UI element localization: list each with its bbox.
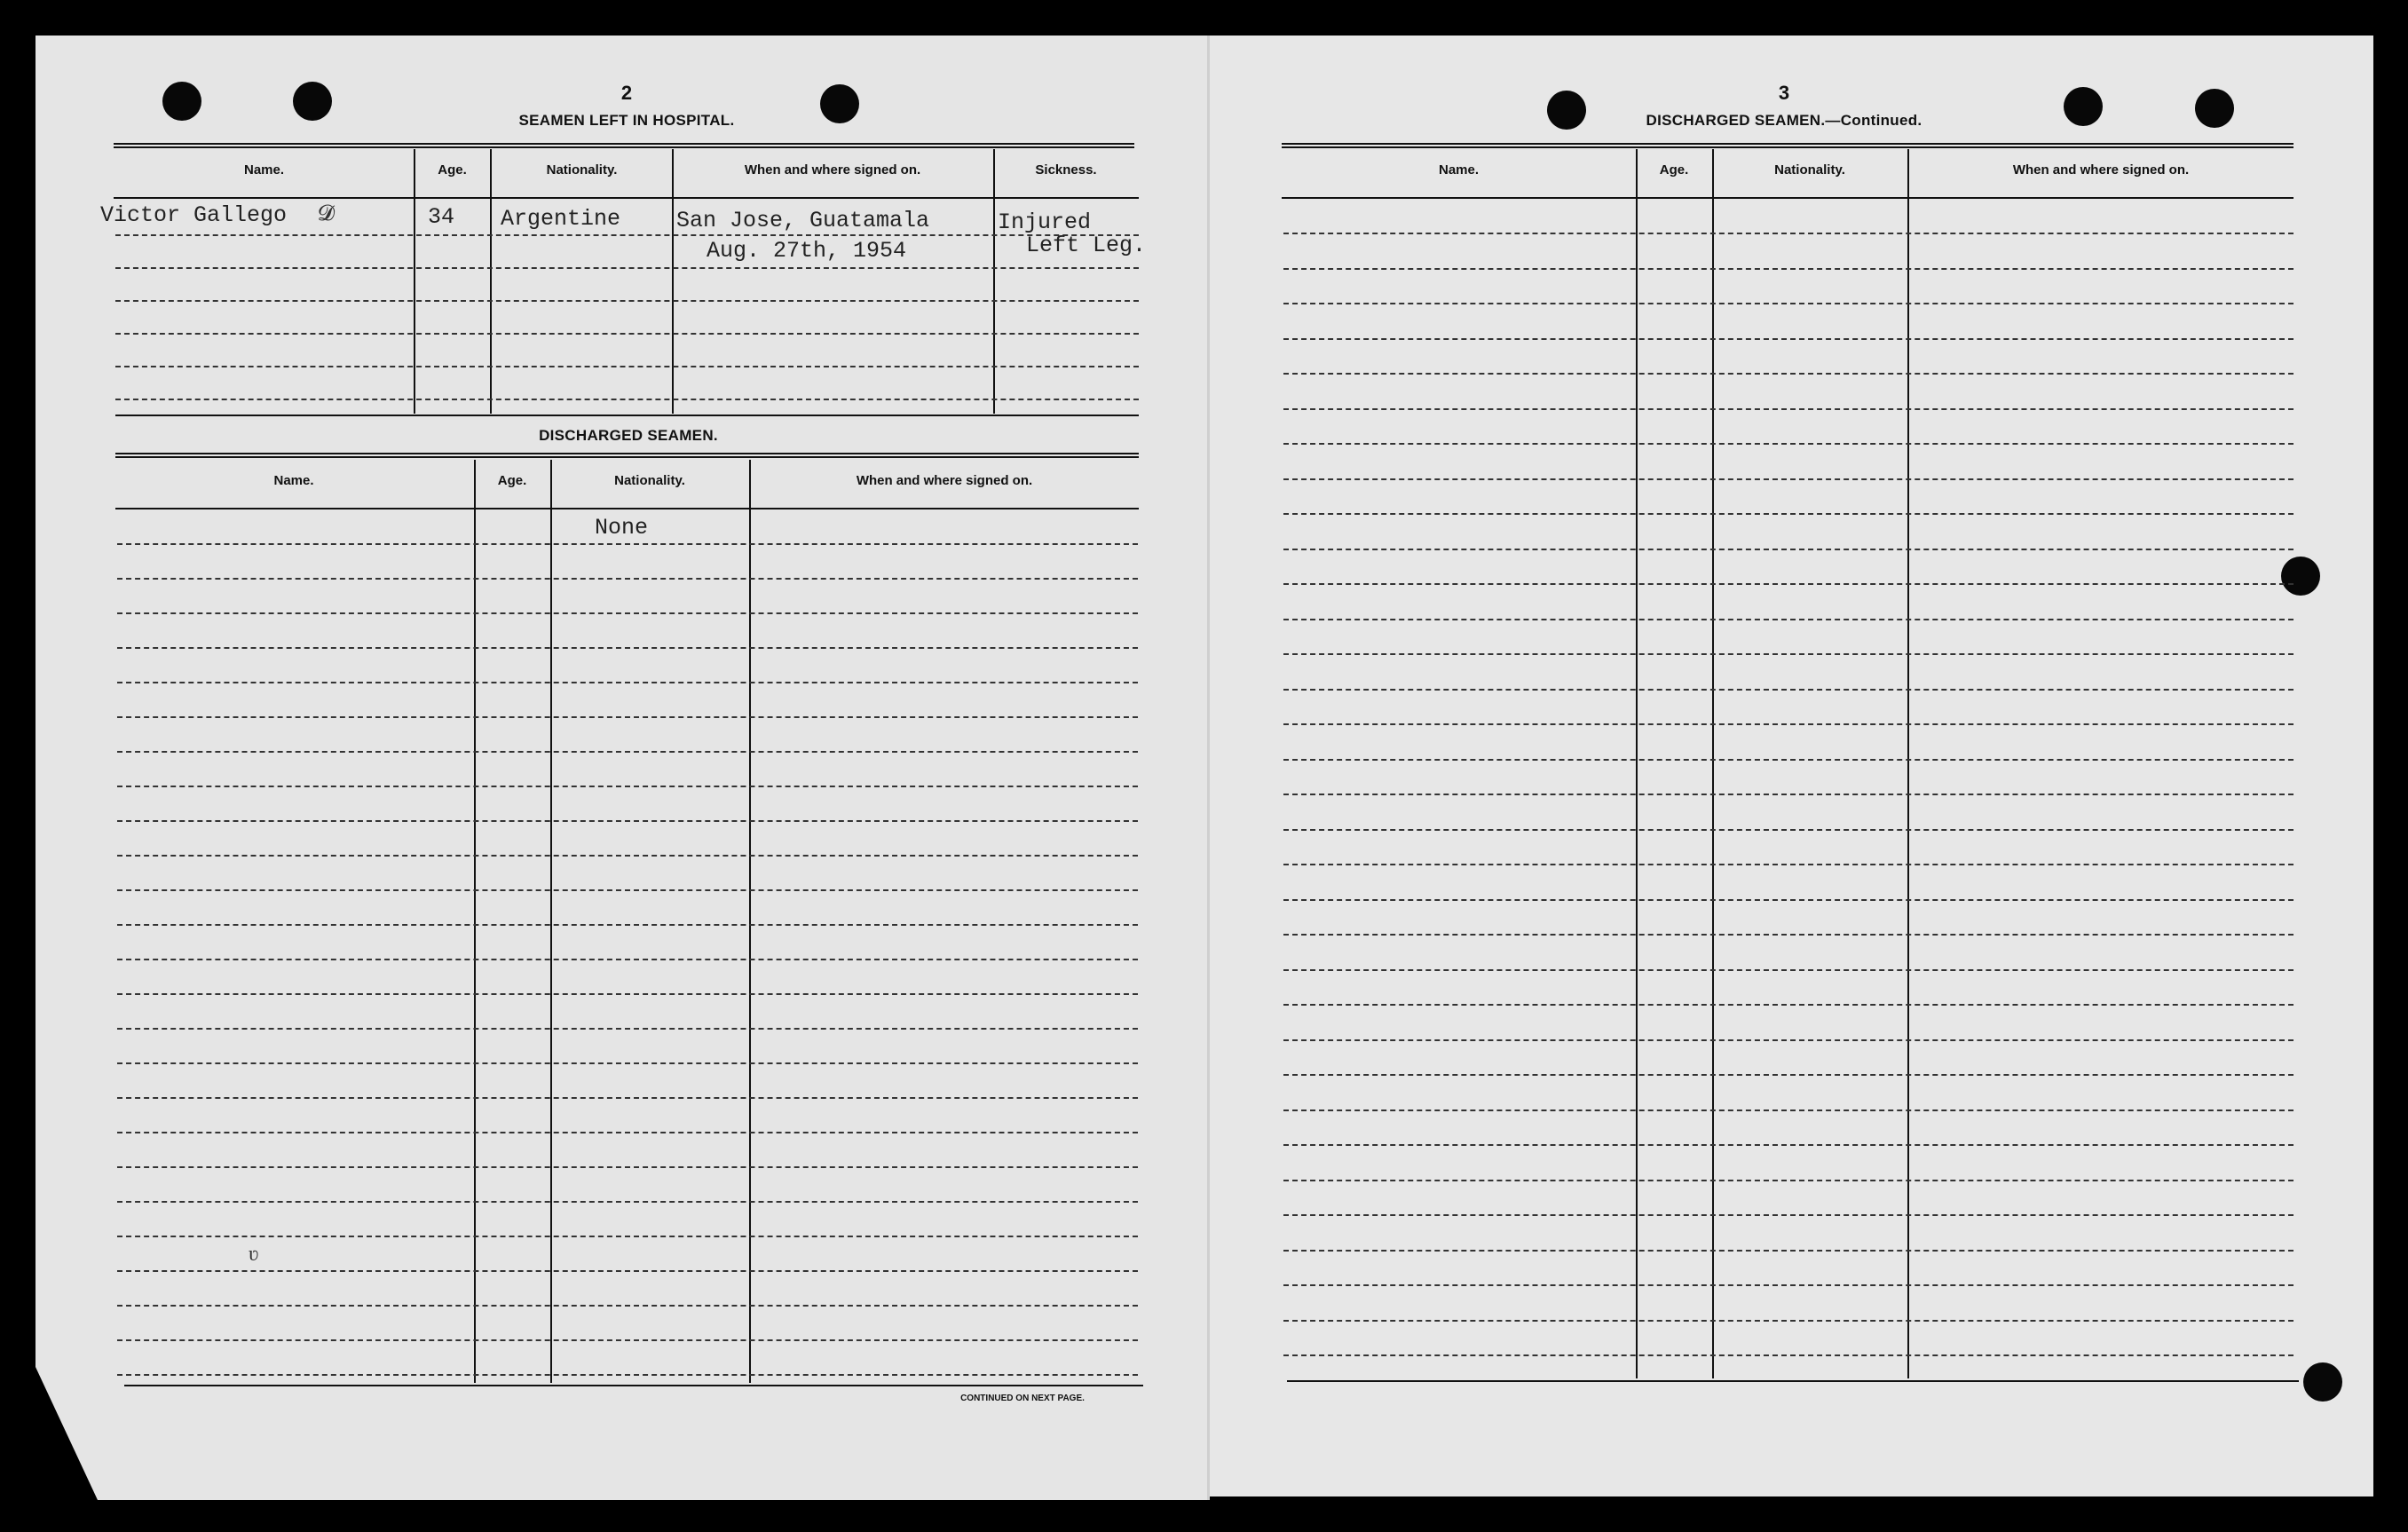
ruled-line bbox=[117, 993, 1138, 995]
discharged-col-nationality: Nationality. bbox=[614, 473, 685, 488]
ruled-line bbox=[1283, 1110, 2294, 1111]
ruled-line bbox=[117, 1374, 1138, 1376]
ruled-line bbox=[1283, 1214, 2294, 1216]
ruled-line bbox=[117, 543, 1138, 545]
discharged-col-age: Age. bbox=[497, 473, 527, 488]
ruled-line bbox=[1283, 653, 2294, 655]
ruled-line bbox=[1283, 1354, 2294, 1356]
ruled-line bbox=[1283, 268, 2294, 270]
right-col-signed-on: When and where signed on. bbox=[2012, 162, 2190, 178]
ruled-line bbox=[1283, 513, 2294, 515]
punch-hole bbox=[2195, 89, 2234, 128]
ruled-line bbox=[1283, 373, 2294, 375]
hospital-section-title: SEAMEN LEFT IN HOSPITAL. bbox=[518, 112, 735, 129]
column-divider bbox=[1907, 149, 1909, 1378]
discharged-section-title: DISCHARGED SEAMEN. bbox=[539, 427, 718, 444]
punch-hole bbox=[2303, 1362, 2342, 1402]
ruled-line bbox=[117, 1236, 1138, 1237]
hospital-entry-age: 34 bbox=[428, 204, 455, 230]
handwritten-mark: 𝓓 bbox=[318, 202, 335, 225]
column-divider bbox=[474, 460, 476, 1383]
right-col-nationality: Nationality. bbox=[1774, 162, 1845, 178]
right-bottom-rule bbox=[1287, 1380, 2299, 1382]
punch-hole bbox=[293, 82, 332, 121]
ruled-line bbox=[117, 1339, 1138, 1341]
discharged-continued-title: DISCHARGED SEAMEN.—Continued. bbox=[1646, 112, 1922, 129]
ruled-line bbox=[1283, 794, 2294, 795]
ruled-line bbox=[1283, 1039, 2294, 1041]
ruled-line bbox=[117, 1028, 1138, 1030]
hospital-top-rule bbox=[114, 143, 1134, 148]
page-number: 3 bbox=[1778, 82, 1790, 104]
right-header-rule bbox=[1282, 197, 2294, 199]
ruled-line bbox=[117, 855, 1138, 857]
ruled-line bbox=[117, 1166, 1138, 1168]
ruled-line bbox=[117, 889, 1138, 891]
ruled-line bbox=[1283, 1180, 2294, 1181]
hospital-entry-signed-on-date: Aug. 27th, 1954 bbox=[707, 238, 907, 264]
ruled-line bbox=[1283, 934, 2294, 936]
ruled-line bbox=[117, 924, 1138, 926]
ruled-line bbox=[117, 959, 1138, 960]
ruled-line bbox=[115, 366, 1139, 367]
discharged-entry-nationality: None bbox=[595, 515, 649, 541]
ruled-line bbox=[117, 1270, 1138, 1272]
punch-hole bbox=[162, 82, 201, 121]
continued-note: CONTINUED ON NEXT PAGE. bbox=[960, 1394, 1085, 1403]
ruled-line bbox=[1283, 583, 2294, 585]
ruled-line bbox=[1283, 723, 2294, 725]
ruled-line bbox=[117, 820, 1138, 822]
right-col-age: Age. bbox=[1659, 162, 1689, 178]
hospital-col-signed-on: When and where signed on. bbox=[744, 162, 921, 178]
ruled-line bbox=[1283, 689, 2294, 691]
discharged-col-signed-on: When and where signed on. bbox=[856, 473, 1033, 488]
ruled-line bbox=[1283, 619, 2294, 620]
hospital-col-age: Age. bbox=[438, 162, 467, 178]
column-divider bbox=[490, 149, 492, 414]
ruled-line bbox=[1283, 408, 2294, 410]
hospital-col-sickness: Sickness. bbox=[1035, 162, 1097, 178]
column-divider bbox=[1712, 149, 1714, 1378]
hospital-bottom-rule bbox=[115, 415, 1139, 416]
punch-hole bbox=[2281, 557, 2320, 596]
right-top-rule bbox=[1282, 143, 2294, 148]
punch-hole bbox=[2064, 87, 2103, 126]
punch-hole bbox=[1547, 91, 1586, 130]
ruled-line bbox=[1283, 864, 2294, 865]
left-bottom-rule bbox=[124, 1385, 1143, 1386]
column-divider bbox=[993, 149, 995, 414]
right-page bbox=[1209, 36, 2373, 1496]
punch-hole bbox=[820, 84, 859, 123]
column-divider bbox=[1636, 149, 1638, 1378]
hospital-col-name: Name. bbox=[243, 162, 285, 178]
ruled-line bbox=[1283, 303, 2294, 304]
hospital-entry-signed-on-place: San Jose, Guatamala bbox=[676, 208, 930, 233]
ruled-line bbox=[117, 1097, 1138, 1099]
ruled-line bbox=[1283, 1144, 2294, 1146]
ruled-line bbox=[115, 267, 1139, 269]
ruled-line bbox=[117, 682, 1138, 683]
column-divider bbox=[414, 149, 415, 414]
ruled-line bbox=[1283, 478, 2294, 480]
page-fold bbox=[1207, 36, 1210, 1500]
ruled-line bbox=[115, 300, 1139, 302]
ruled-line bbox=[1283, 1250, 2294, 1252]
discharged-col-name: Name. bbox=[273, 473, 314, 488]
page-number: 2 bbox=[620, 82, 633, 104]
hospital-header-rule bbox=[114, 197, 1139, 199]
ruled-line bbox=[117, 716, 1138, 718]
column-divider bbox=[550, 460, 552, 1383]
ruled-line bbox=[1283, 899, 2294, 901]
ruled-line bbox=[117, 1132, 1138, 1133]
ruled-line bbox=[117, 1062, 1138, 1064]
ruled-line bbox=[1283, 1004, 2294, 1006]
ruled-line bbox=[117, 786, 1138, 787]
hospital-entry-sickness: Injured bbox=[998, 209, 1092, 235]
column-divider bbox=[749, 460, 751, 1383]
ruled-line bbox=[1283, 1284, 2294, 1286]
ruled-line bbox=[115, 333, 1139, 335]
ruled-line bbox=[1283, 1074, 2294, 1076]
hospital-col-nationality: Nationality. bbox=[546, 162, 618, 178]
ruled-line bbox=[1283, 759, 2294, 761]
ruled-line bbox=[1283, 338, 2294, 340]
ruled-line bbox=[117, 1305, 1138, 1307]
discharged-header-rule bbox=[115, 508, 1139, 509]
hospital-entry-nationality: Argentine bbox=[501, 206, 621, 232]
ruled-line bbox=[117, 578, 1138, 580]
ruled-line bbox=[117, 612, 1138, 614]
hospital-entry-sickness-detail: Left Leg. bbox=[1026, 233, 1147, 258]
ruled-line bbox=[115, 399, 1139, 400]
column-divider bbox=[672, 149, 674, 414]
hospital-entry-name: Victor Gallego bbox=[100, 202, 288, 228]
ruled-line bbox=[1283, 233, 2294, 234]
ruled-line bbox=[117, 1201, 1138, 1203]
right-col-name: Name. bbox=[1438, 162, 1480, 178]
ruled-line bbox=[1283, 443, 2294, 445]
ruled-line bbox=[1283, 1320, 2294, 1322]
handwritten-mark: ʋ bbox=[249, 1243, 259, 1266]
discharged-top-rule bbox=[115, 453, 1139, 458]
ruled-line bbox=[115, 234, 1139, 236]
ruled-line bbox=[1283, 829, 2294, 831]
ruled-line bbox=[117, 647, 1138, 649]
ruled-line bbox=[1283, 549, 2294, 550]
ruled-line bbox=[1283, 969, 2294, 971]
ruled-line bbox=[117, 751, 1138, 753]
